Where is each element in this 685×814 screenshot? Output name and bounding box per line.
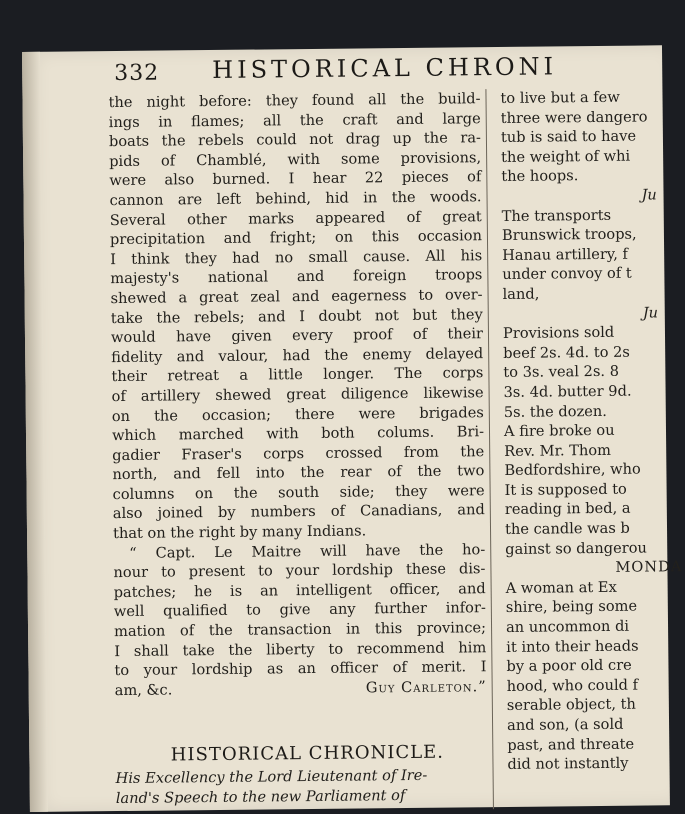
text-line: It is supposed to bbox=[504, 480, 627, 499]
running-title: HISTORICAL CHRONI bbox=[212, 52, 558, 85]
text-line: pids of Chamblé, with some provisions, bbox=[109, 148, 482, 170]
text-line: take the rebels; and I doubt not but they bbox=[110, 305, 483, 327]
date-heading: Ju bbox=[641, 186, 657, 204]
text-line: that on the right by many Indians. bbox=[112, 522, 367, 543]
text-line: The transports bbox=[501, 206, 612, 225]
text-line: the weight of whi bbox=[501, 147, 631, 166]
signature: Guy Carleton.” bbox=[365, 677, 487, 697]
text-line: on the occasion; there were brigades bbox=[111, 403, 484, 425]
speech-title bbox=[116, 765, 488, 809]
text-line: Brunswick troops, bbox=[501, 225, 637, 245]
text-line: I think they had no small cause. All his bbox=[110, 246, 483, 268]
text-line: hood, who could f bbox=[506, 676, 639, 695]
text-line: which marched with both colums. Bri- bbox=[111, 423, 485, 445]
day-heading: MONDA bbox=[615, 558, 683, 577]
text-line: Provisions sold bbox=[502, 323, 615, 343]
text-line: by a poor old cre bbox=[506, 656, 632, 676]
text-line: precipitation and fright; on this occasion bbox=[109, 227, 483, 249]
text-line: to your lordship as an officer of merit. I bbox=[114, 658, 487, 680]
column-divider bbox=[485, 89, 494, 809]
text-line: it into their heads bbox=[506, 637, 639, 656]
text-line: majesty's national and foreign troops bbox=[110, 266, 483, 288]
text-line bbox=[115, 677, 487, 700]
newspaper-page bbox=[22, 45, 683, 812]
text-line: the hoops. bbox=[501, 167, 579, 186]
text-line: ings in flames; all the craft and large bbox=[108, 109, 481, 131]
text-line: gadier Fraser's corps crossed from the bbox=[112, 442, 485, 464]
closing-text: am, &c. bbox=[114, 681, 173, 699]
text-line: Hanau artillery, f bbox=[502, 245, 628, 264]
text-line: tub is said to have bbox=[500, 127, 637, 147]
text-line: mation of the transaction in this province; bbox=[113, 619, 487, 641]
text-line: would have given every proof of their bbox=[110, 325, 484, 347]
text-line: columns on the south side; they were bbox=[112, 482, 485, 503]
text-line: land, bbox=[502, 285, 540, 303]
text-line: well qualified to give any further infor- bbox=[113, 599, 486, 621]
text-line: did not instantly bbox=[507, 754, 629, 774]
text-line: to 3s. veal 2s. 8 bbox=[503, 363, 620, 382]
text-line: under convoy of t bbox=[502, 264, 632, 284]
text-line: Bedfordshire, who bbox=[504, 460, 641, 480]
text-line: Rev. Mr. Thom bbox=[504, 441, 612, 460]
text-line: shewed a great zeal and eagerness to over- bbox=[110, 286, 483, 308]
text-line: the night before: they found all the build- bbox=[108, 90, 481, 112]
text-line: Several other marks appeared of great bbox=[109, 207, 482, 229]
text-line: beef 2s. 4d. to 2s bbox=[503, 343, 630, 362]
text-line: of artillery shewed great diligence likewise bbox=[111, 384, 484, 405]
text-line: reading in bed, a bbox=[504, 500, 631, 519]
text-line: to live but a few bbox=[500, 88, 620, 107]
text-line: their retreat a little longer. The corps bbox=[111, 364, 484, 386]
text-line: and son, (a sold bbox=[506, 715, 624, 734]
text-line: cannon are left behind, hid in the woods. bbox=[109, 188, 482, 210]
text-line: boats the rebels could not drag up the ra- bbox=[108, 129, 482, 151]
text-line: also joined by numbers of Canadians, and bbox=[112, 501, 485, 523]
text-line: A fire broke ou bbox=[503, 421, 615, 441]
text-line: past, and threate bbox=[507, 735, 635, 754]
text-line: 3s. 4d. butter 9d. bbox=[503, 382, 632, 401]
text-line: His Excellency the Lord Lieutenant of Ire- bbox=[115, 766, 428, 788]
left-column-text bbox=[108, 89, 486, 700]
text-line: were also burned. I hear 22 pieces of bbox=[109, 168, 482, 190]
text-line: “ Capt. Le Maitre will have the ho- bbox=[129, 540, 486, 562]
text-line: A woman at Ex bbox=[505, 578, 617, 597]
section-heading: HISTORICAL CHRONICLE. bbox=[170, 741, 445, 766]
text-line: shire, being some bbox=[505, 598, 638, 617]
text-line: the candle was b bbox=[504, 519, 630, 539]
text-line: fidelity and valour, had the enemy delayed bbox=[111, 344, 484, 366]
text-line: land's Speech to the new Parliament of bbox=[115, 787, 406, 808]
text-line: three were dangero bbox=[500, 108, 648, 127]
text-line: 5s. the dozen. bbox=[503, 402, 607, 421]
page-number: 332 bbox=[114, 60, 160, 87]
text-line: patches; he is an intelligent officer, and bbox=[113, 580, 486, 601]
right-column-text bbox=[500, 87, 683, 775]
text-line: serable object, th bbox=[506, 696, 636, 715]
text-line: I shall take the liberty to recommend him bbox=[114, 638, 487, 660]
text-line: an uncommon di bbox=[505, 617, 630, 636]
date-heading: Ju bbox=[642, 303, 659, 322]
text-line: nour to present to your lordship these dis- bbox=[113, 560, 486, 582]
page-spine-shadow bbox=[22, 52, 48, 812]
text-line: gainst so dangerou bbox=[505, 539, 647, 558]
text-line: north, and fell into the rear of the two bbox=[112, 462, 485, 484]
